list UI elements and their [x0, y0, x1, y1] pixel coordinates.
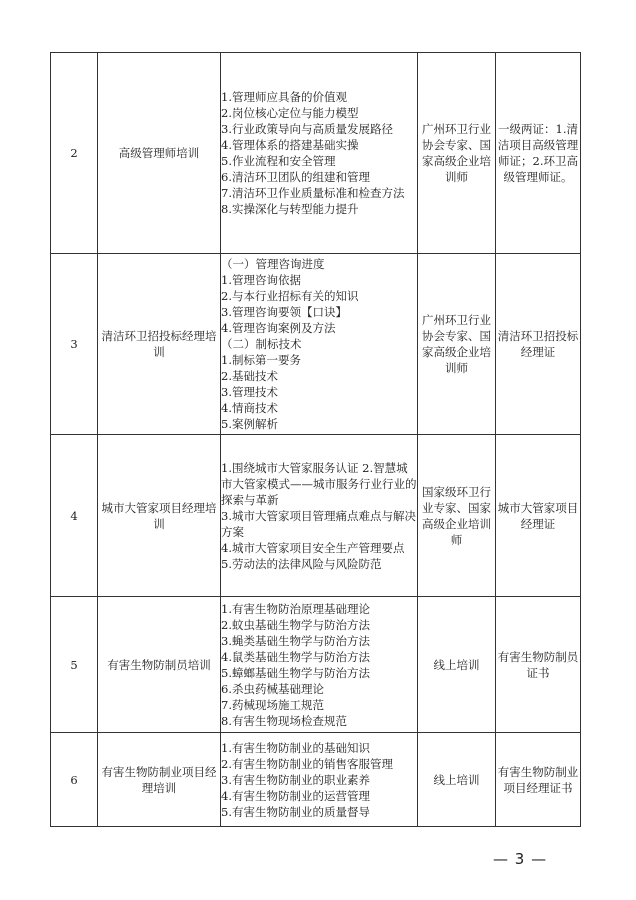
content-line: 4.管理体系的搭建基础实操 [221, 138, 359, 152]
content-line: 1.管理师应具备的价值观 [221, 90, 347, 104]
row-number: 5 [51, 597, 98, 733]
content-line: 3.管理技术 [221, 385, 278, 399]
content-line: 5.劳动法的法律风险与风险防范 [221, 556, 382, 571]
certificate-cell: 一级两证：1.清洁项目高级管理师证；2.环卫高级管理师证。 [496, 53, 581, 254]
row-number: 6 [51, 733, 98, 827]
content-line: 8.实操深化与转型能力提升 [221, 202, 359, 216]
content-line: 3.城市大管家项目管理痛点难点与解决方案 [221, 508, 416, 539]
course-content [221, 597, 418, 733]
content-line: 4.城市大管家项目安全生产管理要点 [221, 540, 405, 555]
content-line: 2.基础技术 [221, 369, 278, 383]
row-number: 2 [51, 53, 98, 254]
course-name: 高级管理师培训 [98, 53, 221, 254]
table-row [51, 733, 581, 827]
course-name: 城市大管家项目经理培训 [98, 435, 221, 597]
content-line: 5.案例解析 [221, 417, 278, 431]
content-line: 1.有害生物防制业的基础知识 [221, 740, 370, 755]
content-line: 7.药械现场施工规范 [221, 697, 324, 712]
table-row [51, 435, 581, 597]
content-line: 2.岗位核心定位与能力模型 [221, 106, 359, 120]
content-line: 3.管理咨询要领【口诀】 [221, 305, 347, 319]
course-name: 清洁环卫招投标经理培训 [98, 254, 221, 435]
page-number: — 3 — [493, 850, 548, 868]
content-line: 3.有害生物防制业的职业素养 [221, 772, 370, 787]
table-row [51, 597, 581, 733]
course-content [221, 435, 418, 597]
content-line: 5.作业流程和安全管理 [221, 154, 336, 168]
content-line: 2.有害生物防制业的销售客服管理 [221, 756, 393, 771]
trainer-cell: 线上培训 [418, 733, 496, 827]
content-line: 3.蝇类基础生物学与防治方法 [221, 633, 370, 648]
content-line: 2.与本行业招标有关的知识 [221, 289, 359, 303]
table-row [51, 254, 581, 435]
certificate-cell: 有害生物防制员证书 [496, 597, 581, 733]
content-line: （二）制标技术 [221, 337, 302, 351]
content-line: 1.制标第一要务 [221, 353, 301, 367]
content-line: 4.管理咨询案例及方法 [221, 321, 336, 335]
content-line: 1.围绕城市大管家服务认证 2.智慧城市大管家模式——城市服务行业行业的探索与革新 [221, 460, 417, 507]
content-line: 3.行业政策导向与高质量发展路径 [221, 122, 393, 136]
content-line: （一）管理咨询进度 [221, 257, 325, 271]
content-line: 1.管理咨询依据 [221, 273, 301, 287]
course-content [221, 733, 418, 827]
content-line: 6.杀虫药械基础理论 [221, 681, 324, 696]
certificate-cell: 有害生物防制业项目经理证书 [496, 733, 581, 827]
trainer-cell: 广州环卫行业协会专家、国家高级企业培训师 [418, 254, 496, 435]
content-line: 4.有害生物防制业的运营管理 [221, 788, 370, 803]
row-number: 4 [51, 435, 98, 597]
content-line: 8.有害生物现场检查规范 [221, 713, 347, 728]
content-line: 5.蟑螂基础生物学与防治方法 [221, 665, 370, 680]
course-content [221, 53, 418, 254]
trainer-cell: 线上培训 [418, 597, 496, 733]
table-row [51, 53, 581, 254]
trainer-cell: 广州环卫行业协会专家、国家高级企业培训师 [418, 53, 496, 254]
content-line: 5.有害生物防制业的质量督导 [221, 804, 370, 819]
trainer-cell: 国家级环卫行业专家、国家高级企业培训师 [418, 435, 496, 597]
content-line: 4.情商技术 [221, 401, 278, 415]
certificate-cell: 清洁环卫招投标经理证 [496, 254, 581, 435]
content-line: 6.清洁环卫团队的组建和管理 [221, 170, 370, 184]
certificate-cell: 城市大管家项目经理证 [496, 435, 581, 597]
content-line: 4.鼠类基础生物学与防治方法 [221, 649, 370, 664]
course-name: 有害生物防制业项目经理培训 [98, 733, 221, 827]
content-line: 2.蚊虫基础生物学与防治方法 [221, 617, 370, 632]
course-name: 有害生物防制员培训 [98, 597, 221, 733]
content-line: 1.有害生物防治原理基础理论 [221, 601, 370, 616]
training-table [50, 52, 581, 827]
row-number: 3 [51, 254, 98, 435]
course-content [221, 254, 418, 435]
content-line: 7.清洁环卫作业质量标准和检查方法 [221, 186, 405, 200]
